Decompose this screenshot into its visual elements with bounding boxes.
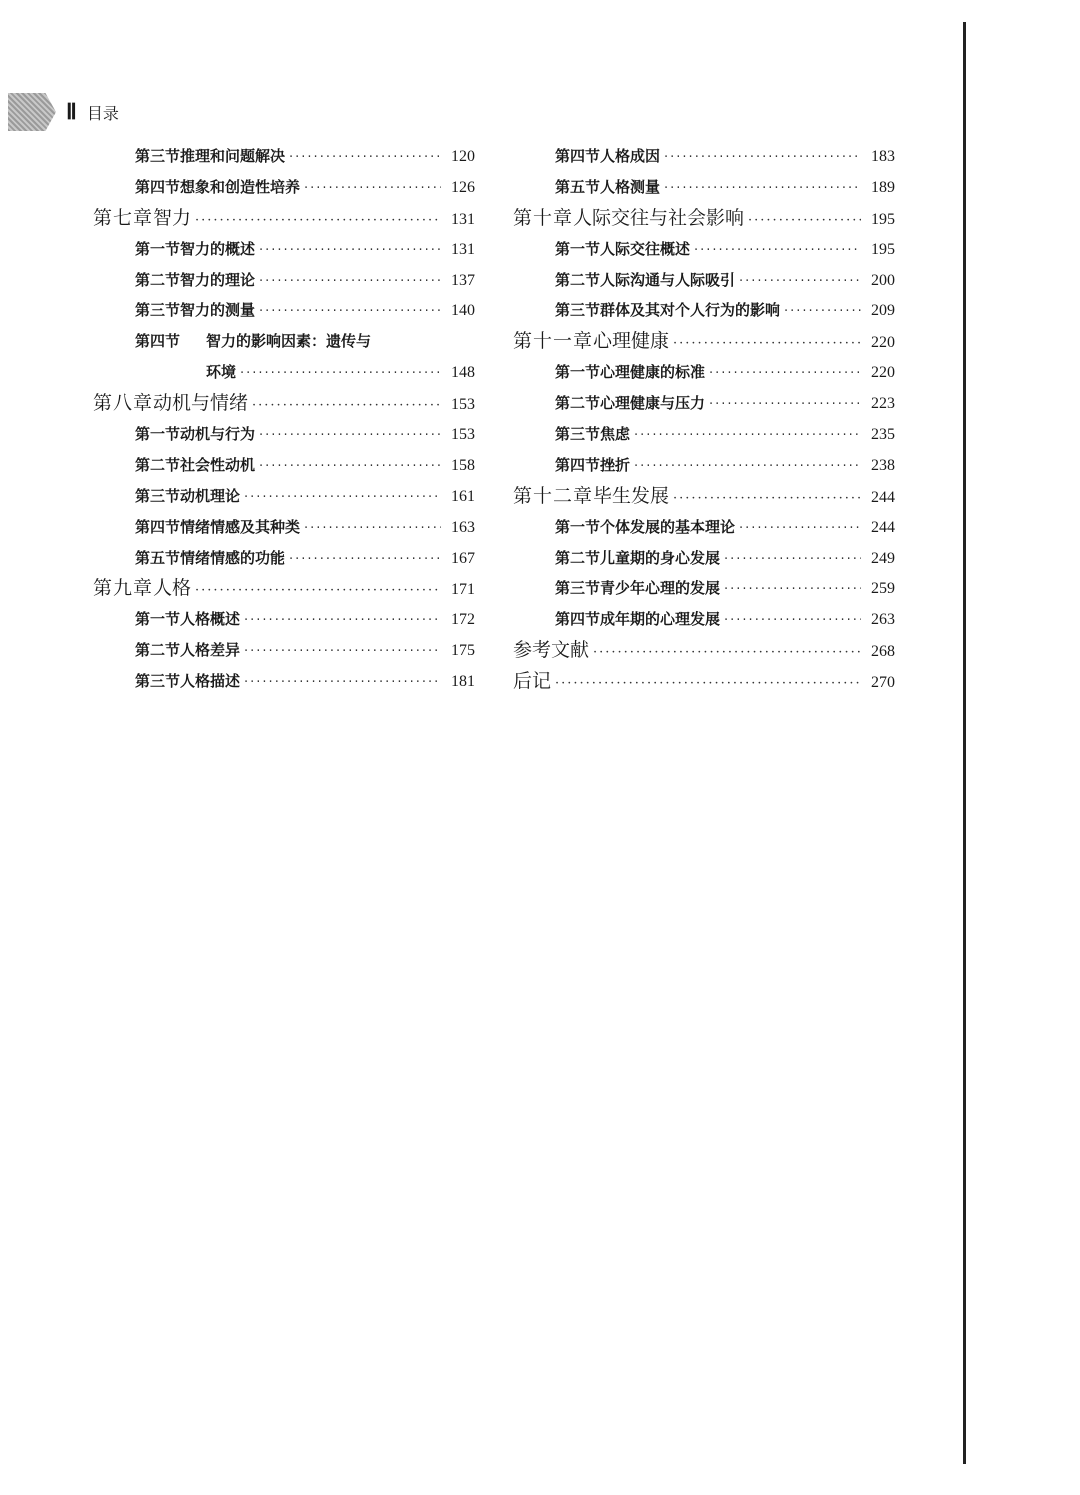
toc-leader-dots [748,206,861,237]
toc-section-entry[interactable] [513,388,895,419]
toc-entry-label: 第十二章 [513,484,594,507]
toc-entry-title: 青少年心理的发展 [600,579,721,598]
toc-section-entry[interactable] [513,172,895,203]
toc-chapter-entry[interactable] [513,326,895,357]
toc-page-number: 181 [451,673,475,691]
toc-entry-title: 毕生发展 [593,484,670,507]
toc-leader-dots [694,236,861,267]
toc-page-number: 268 [871,643,895,661]
toc-chapter-entry[interactable] [513,481,895,512]
toc-entry-title: 成年期的心理发展 [600,610,721,629]
page-header [8,93,119,131]
toc-entry-title: 动机与情绪 [153,392,249,415]
toc-entry-title: 智力的测量 [180,301,256,320]
toc-page-number: 153 [451,426,475,444]
toc-page-number: 270 [871,674,895,692]
toc-leader-dots [259,236,441,267]
toc-entry-label: 第四节 [555,455,601,474]
toc-entry-label: 第四节 [135,332,181,351]
toc-entry-title: 群体及其对个人行为的影响 [600,301,781,320]
toc-page-number: 189 [871,178,895,196]
toc-entry-label: 第四节 [135,517,181,536]
toc-section-entry[interactable] [513,265,895,296]
toc-entry-label: 第三节 [555,579,601,598]
toc-entry-title: 人格 [153,577,192,600]
toc-section-entry[interactable] [513,357,895,388]
toc-entry-title: 人格测量 [600,177,661,196]
toc-page-number: 209 [871,302,895,320]
toc-entry-label: 第二节 [555,548,601,567]
toc-section-entry[interactable] [93,326,475,357]
toc-section-entry[interactable] [513,543,895,574]
toc-entry-title: 环境 [206,363,237,382]
toc-page-number: 153 [451,396,475,414]
toc-entry-title: 推理和问题解决 [180,147,286,165]
toc-entry-title: 参考文献 [513,639,590,662]
toc-entry-title: 人格成因 [600,147,661,165]
toc-page-number: 244 [871,518,895,536]
toc-page-number: 220 [871,334,895,352]
toc-page-number: 259 [871,580,895,598]
page-edge-line [963,22,966,1464]
toc-entry-label: 第五节 [135,548,181,567]
toc-section-entry[interactable] [93,450,475,481]
toc-entry-title: 动机与行为 [180,425,256,444]
toc-chapter-entry[interactable] [93,573,475,604]
toc-leader-dots [304,514,441,545]
toc-leader-dots [724,575,861,606]
toc-leader-dots [634,452,861,483]
toc-leader-dots [555,669,861,700]
toc-leader-dots [724,606,861,637]
toc-entry-title: 挫折 [600,455,631,474]
toc-leader-dots [673,484,861,515]
toc-page-number: 244 [871,488,895,506]
toc-page-number: 120 [451,148,475,165]
toc-entry-label: 第八章 [93,392,154,415]
page-title: 目录 [86,103,119,123]
toc-section-entry[interactable] [513,604,895,635]
toc-leader-dots [664,174,861,205]
toc-entry-title: 心理健康与压力 [600,394,706,413]
toc-entry-title: 智力的理论 [180,270,256,289]
toc-entry-label: 第三节 [555,425,601,444]
toc-entry-label: 第四节 [555,610,601,629]
toc-section-entry[interactable] [93,295,475,326]
toc-entry-title: 儿童期的身心发展 [600,548,721,567]
toc-entry-label: 第二节 [555,394,601,413]
toc-entry-label: 第二节 [135,270,181,289]
toc-entry-label: 第七章 [93,206,154,229]
toc-section-entry[interactable] [513,141,895,172]
toc-entry-label: 第四节 [555,147,601,165]
toc-entry-title: 动机理论 [180,486,241,505]
toc-entry-title: 人格差异 [180,641,241,660]
toc-leader-dots [289,143,441,174]
toc-leader-dots [244,606,441,637]
toc-entry-label: 第二节 [555,270,601,289]
toc-chapter-entry[interactable] [93,388,475,419]
toc-entry-title: 人格概述 [180,610,241,629]
toc-entry-title: 智力 [153,206,192,229]
toc-page-number: 131 [451,210,475,228]
toc-leader-dots [244,668,441,699]
toc-leader-dots [709,359,861,390]
toc-left-column [93,141,475,697]
toc-page-number: 195 [871,210,895,228]
toc-section-entry[interactable] [513,573,895,604]
toc-page-number: 238 [871,456,895,474]
toc-entry-label: 第二节 [135,455,181,474]
toc-leader-dots [195,576,441,607]
toc-entry-label: 第九章 [93,577,154,600]
toc-entry-title: 后记 [513,670,552,693]
toc-leader-dots [664,143,861,174]
toc-leader-dots [634,421,861,452]
toc-entry-label: 第十一章 [513,330,594,353]
toc-entry-label: 第三节 [135,147,181,165]
toc-page-number: 249 [871,549,895,567]
toc-entry-label: 第一节 [555,363,601,382]
toc-entry-label: 第一节 [135,610,181,629]
toc-entry-label: 第一节 [555,239,601,258]
toc-leader-dots [739,514,861,545]
toc-section-entry[interactable] [93,141,475,172]
toc-section-entry[interactable] [93,543,475,574]
toc-leader-dots [739,267,861,298]
toc-leader-dots [304,174,441,205]
toc-page-number: 220 [871,364,895,382]
toc-section-entry[interactable] [93,234,475,265]
toc-entry-label: 第一节 [135,239,181,258]
toc-section-entry[interactable] [513,234,895,265]
toc-page-number: 171 [451,581,475,599]
toc-entry-label: 第二节 [135,641,181,660]
toc-entry-title: 心理健康的标准 [600,363,706,382]
toc-right-column [513,141,895,697]
toc-leader-dots [259,297,441,328]
toc-entry-label: 第四节 [135,177,181,196]
toc-entry-title: 情绪情感的功能 [180,548,286,567]
toc-chapter-entry[interactable] [513,635,895,666]
toc-entry-title: 想象和创造性培养 [180,177,301,196]
toc-entry-title: 焦虑 [600,425,631,444]
toc-leader-dots [259,452,441,483]
toc-page-number: 200 [871,271,895,289]
toc-section-entry[interactable] [93,265,475,296]
toc-page-number: 161 [451,487,475,505]
toc-chapter-entry[interactable] [513,666,895,697]
toc-entry-label: 第一节 [135,425,181,444]
toc-entry-label: 第三节 [135,672,181,691]
toc-page-number: 137 [451,271,475,289]
page-number-roman: Ⅱ [66,99,77,124]
toc-entry-title: 智力的概述 [180,239,256,258]
toc-section-entry[interactable] [93,635,475,666]
toc-chapter-entry[interactable] [513,203,895,234]
toc-leader-dots [593,638,861,669]
toc-entry-label: 第一节 [555,517,601,536]
toc-entry-title: 人格描述 [180,672,241,691]
toc-entry-title: 个体发展的基本理论 [600,517,736,536]
toc-leader-dots [252,391,441,422]
toc-leader-dots [195,206,441,237]
toc-leader-dots [240,359,441,390]
toc-page-number: 263 [871,611,895,629]
toc-page-number: 183 [871,148,895,165]
toc-section-entry[interactable] [93,172,475,203]
toc-entry-title: 人际交往与社会影响 [573,206,745,229]
toc-leader-dots [259,267,441,298]
toc-entry-continuation[interactable] [93,357,475,388]
toc-page-number: 195 [871,240,895,258]
toc-entry-title: 智力的影响因素：遗传与 [206,332,372,351]
toc-entry-title: 人际沟通与人际吸引 [600,270,736,289]
toc-section-entry[interactable] [93,604,475,635]
toc-section-entry[interactable] [93,666,475,697]
toc-entry-label: 第三节 [555,301,601,320]
toc-section-entry[interactable] [513,419,895,450]
toc-section-entry[interactable] [513,512,895,543]
toc-entry-title: 社会性动机 [180,455,256,474]
toc-entry-label: 第三节 [135,301,181,320]
toc-leader-dots [289,545,441,576]
toc-page-number: 126 [451,178,475,196]
toc-entry-title: 人际交往概述 [600,239,691,258]
toc-leader-dots [784,297,861,328]
toc-page-number: 163 [451,518,475,536]
toc-entry-label: 第十章 [513,206,574,229]
toc-page-number: 223 [871,395,895,413]
toc-leader-dots [709,390,861,421]
toc-entry-label: 第五节 [555,177,601,196]
toc-page-number: 148 [451,364,475,382]
toc-page-number: 167 [451,549,475,567]
section-tab-marker [8,93,56,131]
toc-leader-dots [673,329,861,360]
toc-section-entry[interactable] [513,295,895,326]
toc-section-entry[interactable] [513,450,895,481]
toc-entry-label: 第三节 [135,486,181,505]
toc-page-number: 235 [871,426,895,444]
toc-leader-dots [244,637,441,668]
toc-page-number: 172 [451,611,475,629]
toc-section-entry[interactable] [93,419,475,450]
toc-entry-title: 心理健康 [593,330,670,353]
toc-leader-dots [244,483,441,514]
toc-leader-dots [259,421,441,452]
toc-leader-dots [724,545,861,576]
toc-page-number: 140 [451,302,475,320]
toc-page-number: 131 [451,240,475,258]
toc-page-number: 158 [451,456,475,474]
toc-chapter-entry[interactable] [93,203,475,234]
toc-entry-title: 情绪情感及其种类 [180,517,301,536]
toc-page-number: 175 [451,642,475,660]
toc-section-entry[interactable] [93,481,475,512]
toc-section-entry[interactable] [93,512,475,543]
